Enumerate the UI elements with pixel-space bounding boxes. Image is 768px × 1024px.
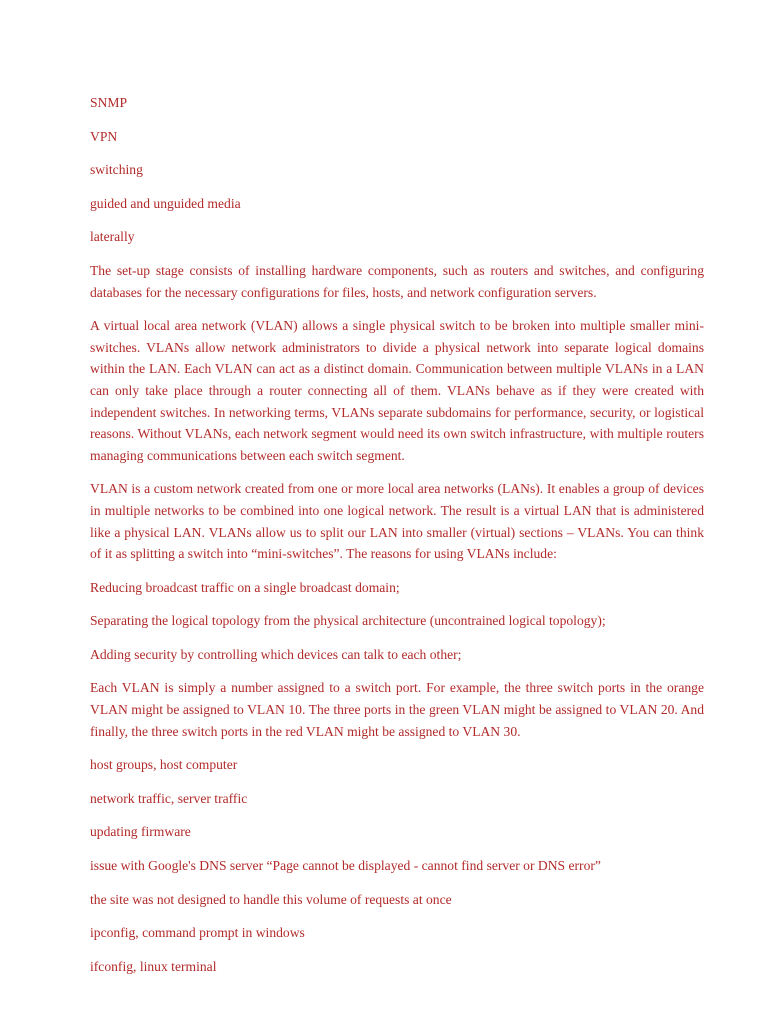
vlan-custom-network-paragraph: VLAN is a custom network created from one or more local area networks (LANs). It enables a group of devices in multiple networks to be combined into one logical network. The result is a virtual LAN that is administered like a physical LAN. VLANs allow us to split our LAN into smaller (virtual) sections – VLANs. You can think of it as splitting a switch into “mini-switches”. The reasons for using VLANs include: — [90, 481, 704, 562]
answer-line: ifconfig, linux terminal — [90, 958, 217, 974]
answer-line: switching — [90, 162, 143, 178]
answer-line: guided and unguided media — [90, 195, 241, 211]
answer-line: host groups, host computer — [90, 757, 238, 773]
answer-line: updating firmware — [90, 824, 191, 840]
answer-line: laterally — [90, 229, 135, 245]
answer-line: ipconfig, command prompt in windows — [90, 925, 305, 941]
vlan-definition-paragraph: A virtual local area network (VLAN) allows a single physical switch to be broken into multiple smaller mini-switches. VLANs allow network administrators to divide a physical network into separate logical domains within the LAN. Each VLAN can act as a distinct domain. Communication between multiple VLANs in a LAN can only take place through a router connecting all of them. VLANs behave as if they were created with independent switches. In networking terms, VLANs separate subdomains for performance, security, or logistical reasons. Without VLANs, each network segment would need its own switch infrastructure, with multiple routers managing communications between each switch segment. — [90, 318, 704, 463]
vlan-port-paragraph: Each VLAN is simply a number assigned to a switch port. For example, the three switch ports in the orange VLAN might be assigned to VLAN 10. The three ports in the green VLAN might be assigned to VLAN 20. And finally, the three switch ports in the red VLAN might be assigned to VLAN 30. — [90, 680, 704, 739]
vlan-reason-line: Reducing broadcast traffic on a single broadcast domain; — [90, 579, 400, 595]
vlan-reason-line: Separating the logical topology from the physical architecture (uncontrained logical topology); — [90, 613, 606, 629]
vlan-reason-line: Adding security by controlling which devices can talk to each other; — [90, 646, 462, 662]
answer-line: VPN — [90, 128, 118, 144]
answer-line: network traffic, server traffic — [90, 790, 248, 806]
answer-line: issue with Google's DNS server “Page cannot be displayed - cannot find server or DNS error” — [90, 858, 601, 874]
setup-stage-paragraph: The set-up stage consists of installing hardware components, such as routers and switches, and configuring databases for the necessary configurations for files, hosts, and network configuration servers. — [90, 262, 704, 300]
answer-line: SNMP — [90, 95, 128, 110]
answer-line: the site was not designed to handle this volume of requests at once — [90, 891, 452, 907]
document-page — [90, 92, 704, 989]
